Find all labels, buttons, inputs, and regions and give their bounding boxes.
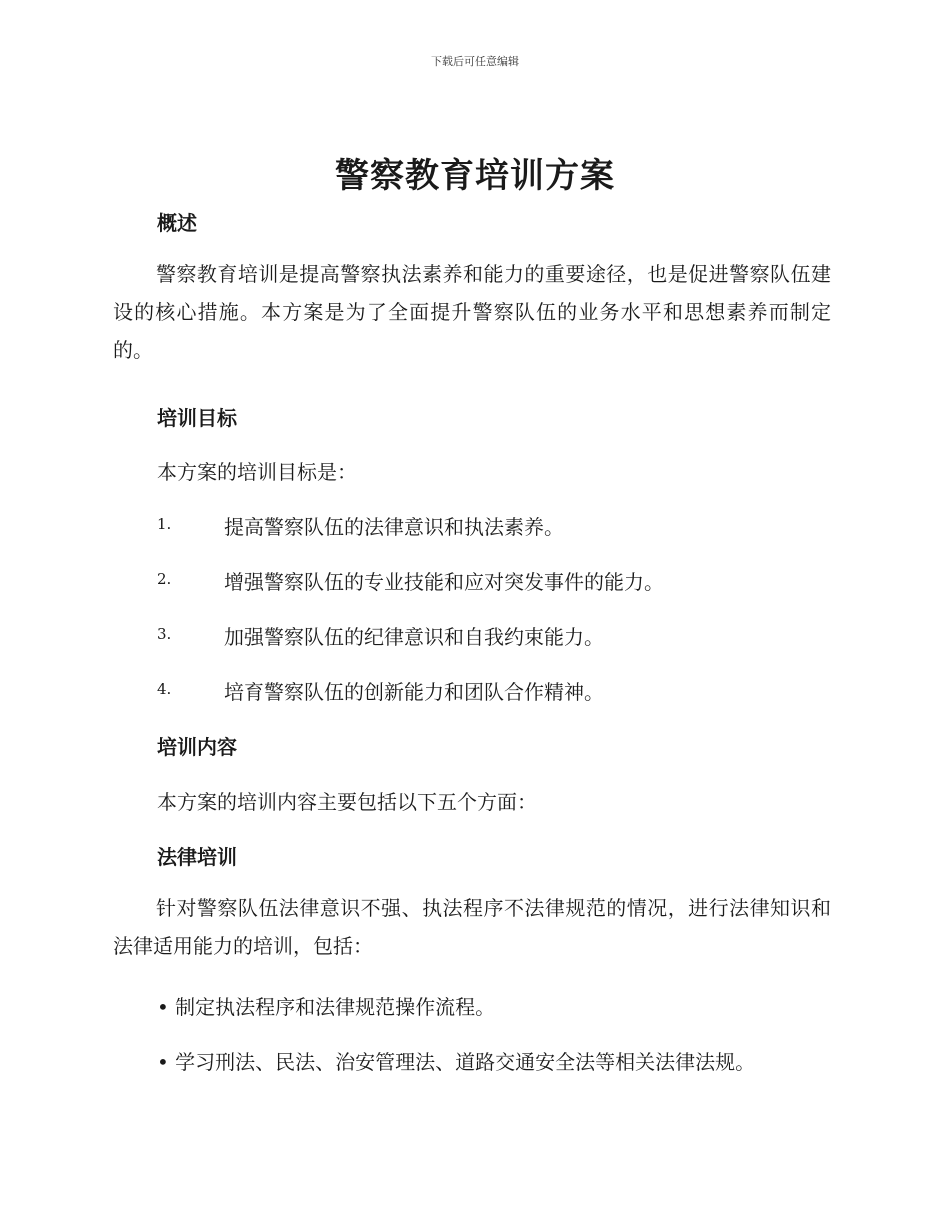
heading-content: 培训内容 bbox=[157, 735, 237, 759]
document-title: 警察教育培训方案 bbox=[335, 156, 615, 196]
header-note: 下载后可任意编辑 bbox=[431, 55, 519, 68]
goals-intro: 本方案的培训目标是： bbox=[157, 460, 357, 484]
heading-overview: 概述 bbox=[157, 211, 197, 235]
list-item-text: 培育警察队伍的创新能力和团队合作精神。 bbox=[224, 680, 604, 704]
list-item-number: 4. bbox=[157, 680, 172, 698]
heading-goals: 培训目标 bbox=[157, 406, 237, 430]
bullet-item: • 学习刑法、民法、治安管理法、道路交通安全法等相关法律法规。 bbox=[157, 1050, 756, 1074]
content-intro: 本方案的培训内容主要包括以下五个方面： bbox=[157, 790, 537, 814]
list-item-number: 2. bbox=[157, 570, 172, 588]
bullet-item: • 制定执法程序和法律规范操作流程。 bbox=[157, 995, 496, 1019]
list-item-text: 增强警察队伍的专业技能和应对突发事件的能力。 bbox=[224, 570, 664, 594]
overview-paragraph: 警察教育培训是提高警察执法素养和能力的重要途径，也是促进警察队伍建设的核心措施。本方案是为了全面提升警察队伍的业务水平和思想素养而制定的。 bbox=[113, 262, 831, 362]
list-item-number: 3. bbox=[157, 625, 172, 643]
list-item-number: 1. bbox=[157, 515, 172, 533]
list-item-text: 提高警察队伍的法律意识和执法素养。 bbox=[224, 515, 564, 539]
legal-paragraph: 针对警察队伍法律意识不强、执法程序不法律规范的情况，进行法律知识和法律适用能力的培训，包括： bbox=[113, 896, 831, 958]
heading-legal: 法律培训 bbox=[157, 845, 237, 869]
list-item-text: 加强警察队伍的纪律意识和自我约束能力。 bbox=[224, 625, 604, 649]
